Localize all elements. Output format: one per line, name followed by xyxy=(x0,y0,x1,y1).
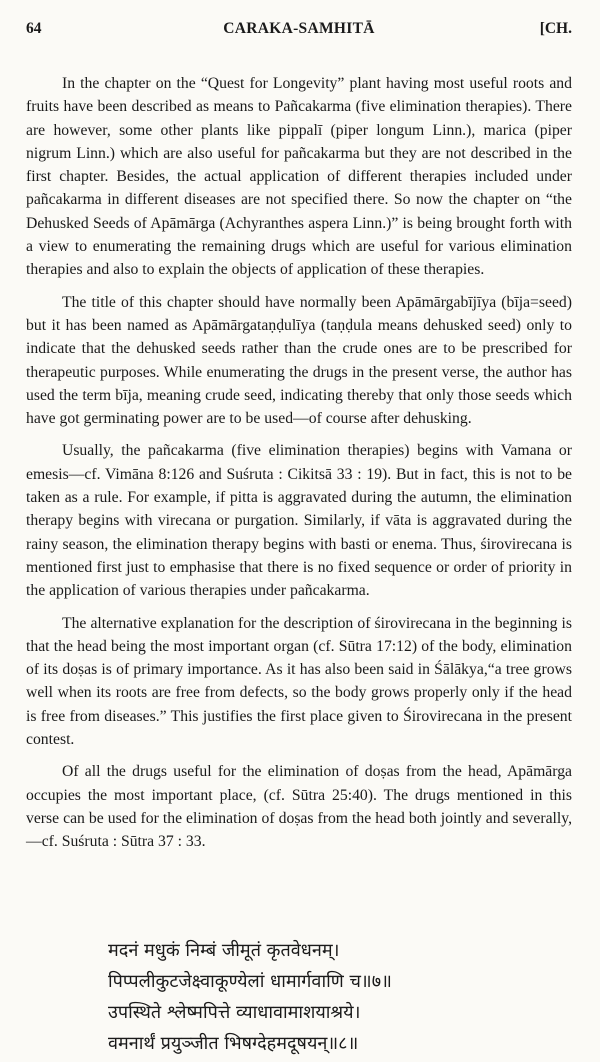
sanskrit-verse xyxy=(108,935,572,1059)
verse-line: उपस्थिते श्लेष्मपित्ते व्याधावामाशयाश्रये। xyxy=(108,1002,361,1023)
running-title: CARAKA-SAMHITĀ xyxy=(223,20,375,37)
commentary-text xyxy=(26,72,572,863)
paragraph: Of all the drugs useful for the elimination of doṣas from the head, Apāmārga occupies the most important place, (cf. Sūtra 25:40). The drugs mentioned in this verse can be used for the elimination of doṣas from the head both jointly and severally,—cf. Suśruta : Sūtra 37 : 33. xyxy=(26,763,572,851)
paragraph: The title of this chapter should have normally been Apāmārgabījīya (bīja=seed) but it has been named as Apāmārgataṇḍulīya (taṇḍula means dehusked seed) only to indicate that the dehusked seeds rather than the crude ones are to be prescribed for therapeutic purposes. While enumerating the drugs in the present verse, the author has used the term bīja, meaning crude seed, indicating thereby that only those seeds which have got germinating power are to be used—of course after dehusking. xyxy=(26,293,572,428)
verse-line: मदनं मधुकं निम्बं जीमूतं कृतवेधनम्। xyxy=(108,940,340,961)
verse-line: वमनार्थं प्रयुञ्जीत भिषग्देहमदूषयन्॥८॥ xyxy=(108,1033,359,1054)
verse-line: पिप्पलीकुटजेक्ष्वाकूण्येलां धामार्गवाणि च॥७॥ xyxy=(108,971,392,992)
paragraph: In the chapter on the “Quest for Longevity” plant having most useful roots and fruits have been described as means to Pañcakarma (five elimination therapies). There are however, some other plants like pippalī (piper longum Linn.), marica (piper nigrum Linn.) which are also useful for pañcakarma but they are not described in the first chapter. Besides, the actual application of different therapies included under pañcakarma in different diseases are not specified there. So now the chapter on “the Dehusked Seeds of Apāmārga (Achyranthes aspera Linn.)” is being brought forth with a view to enumerating the remaining drugs which are useful for various elimination therapies and also to explain the objects of application of these therapies. xyxy=(26,75,572,279)
page-number: 64 xyxy=(26,20,42,37)
paragraph: The alternative explanation for the description of śirovirecana in the beginning is that the head being the most important organ (cf. Sūtra 17:12) of the body, elimination of its doṣas is of primary importance. As it has also been said in Śālākya,“a tree grows well when its roots are free from defects, so the body grows properly only if the head is free from diseases.” This justifies the first place given to Śirovirecana in the present contest. xyxy=(26,614,572,749)
running-header xyxy=(26,20,572,44)
paragraph: Usually, the pañcakarma (five elimination therapies) begins with Vamana or emesis—cf. Vimāna 8:126 and Suśruta : Cikitsā 33 : 19). But in fact, this is not to be taken as a rule. For example, if pitta is aggravated during the autumn, the elimination therapy begins with virecana or purgation. Similarly, if vāta is aggravated during the rainy season, the elimination therapy begins with basti or enema. Thus, śirovirecana is mentioned first just to emphasise that there is no fixed sequence or order of priority in the application of various therapies under pañcakarma. xyxy=(26,442,572,600)
chapter-marker: [CH. xyxy=(539,20,572,37)
